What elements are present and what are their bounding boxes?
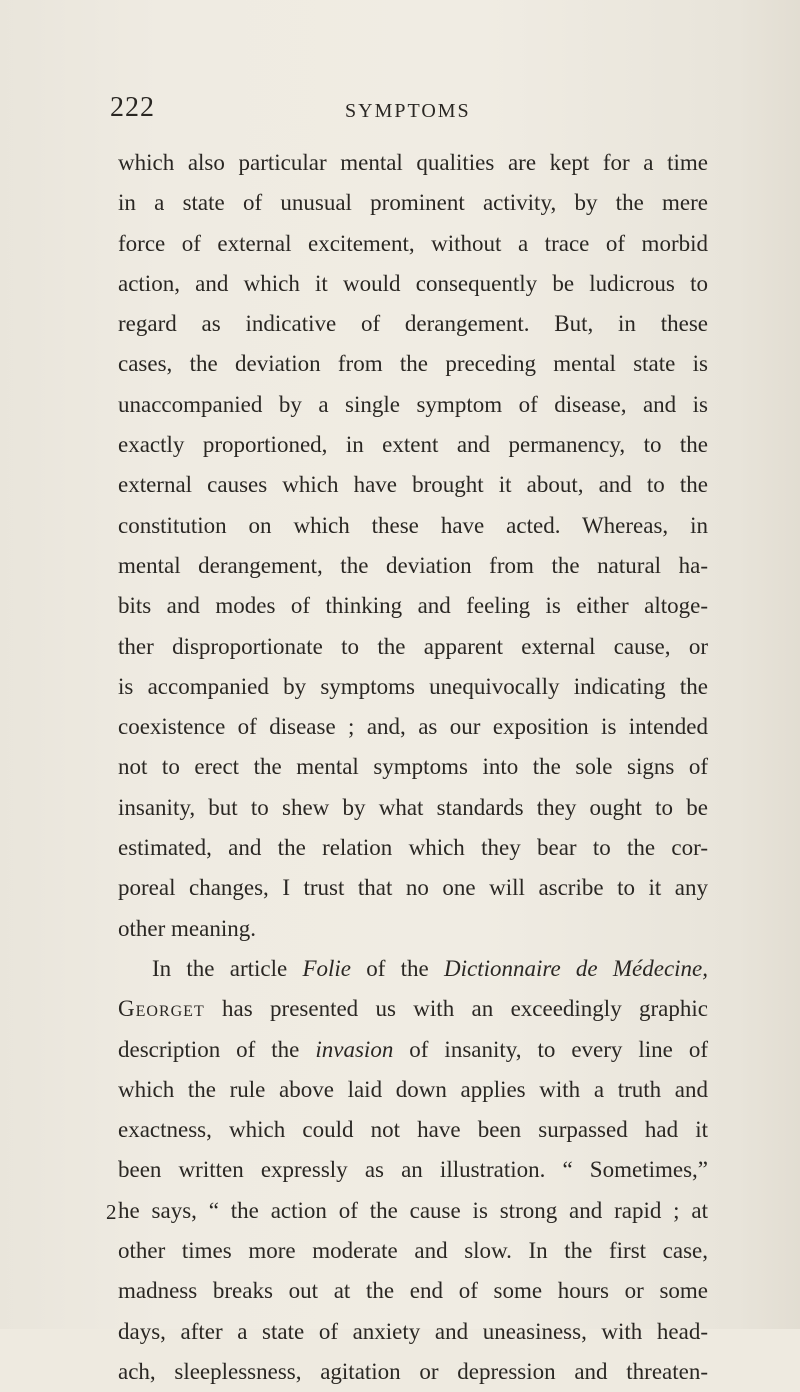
text-line: insanity, but to shew by what standards they ought to be	[118, 794, 708, 820]
text-line: he says, “ the action of the cause is strong and rapid ; at	[118, 1197, 708, 1223]
text-line	[118, 989, 708, 1029]
text-line: cases, the deviation from the preceding mental state is	[118, 351, 708, 377]
text-run: of the	[351, 955, 444, 981]
text-line: been written expressly as an illustration. “ Sometimes,”	[118, 1157, 708, 1183]
text-line: ach, sleeplessness, agitation or depression and threaten-	[118, 1358, 708, 1384]
text-line: other times more moderate and slow. In the first case,	[118, 1238, 708, 1264]
text-line: ther disproportionate to the apparent external cause, or	[118, 633, 708, 659]
paragraph-first-line	[118, 949, 708, 989]
text-line: constitution on which these have acted. Whereas, in	[118, 512, 708, 538]
text-line: is accompanied by symptoms unequivocally indicating the	[118, 673, 708, 699]
page-header	[110, 92, 710, 132]
page-number: 222	[110, 92, 155, 123]
text-line: not to erect the mental symptoms into the sole signs of	[118, 754, 708, 780]
text-line: force of external excitement, without a trace of morbid	[118, 230, 708, 256]
italic-term: Folie	[302, 955, 351, 981]
text-line: external causes which have brought it about, and to the	[118, 472, 708, 498]
text-line: which also particular mental qualities are kept for a time	[118, 150, 708, 175]
text-line: estimated, and the relation which they bear to the cor-	[118, 835, 708, 861]
text-line: unaccompanied by a single symptom of disease, and is	[118, 391, 708, 417]
text-run: of insanity, to every line of	[393, 1036, 708, 1062]
text-run: description of the	[118, 1036, 316, 1062]
signature-mark: 2	[106, 1200, 117, 1224]
text-run: has presented us with an exceedingly graphic	[204, 996, 708, 1022]
text-line: exactness, which could not have been surpassed had it	[118, 1117, 708, 1143]
running-head: SYMPTOMS	[345, 100, 471, 122]
italic-title: Dictionnaire de Médecine,	[443, 955, 708, 981]
italic-term: invasion	[315, 1036, 394, 1062]
text-line: in a state of unusual prominent activity, by the mere	[118, 190, 708, 216]
text-line: coexistence of disease ; and, as our exposition is intended	[118, 714, 708, 740]
text-run: In the article	[152, 955, 303, 981]
text-line: days, after a state of anxiety and uneasiness, with head-	[118, 1318, 708, 1344]
text-line: madness breaks out at the end of some hours or some	[118, 1278, 708, 1304]
text-line: regard as indicative of derangement. But, in these	[118, 311, 708, 337]
text-line: bits and modes of thinking and feeling is either altoge-	[118, 593, 708, 619]
text-line: which the rule above laid down applies with a truth and	[118, 1076, 708, 1102]
text-line: exactly proportioned, in extent and permanency, to the	[118, 432, 708, 458]
body-text	[118, 143, 708, 1392]
author-name: Georget	[118, 996, 205, 1022]
text-line: mental derangement, the deviation from the natural ha-	[118, 552, 708, 578]
text-line	[118, 1030, 708, 1070]
text-line: other meaning.	[118, 915, 256, 941]
text-line: action, and which it would consequently be ludicrous to	[118, 270, 708, 296]
text-line: poreal changes, I trust that no one will ascribe to it any	[118, 875, 708, 901]
